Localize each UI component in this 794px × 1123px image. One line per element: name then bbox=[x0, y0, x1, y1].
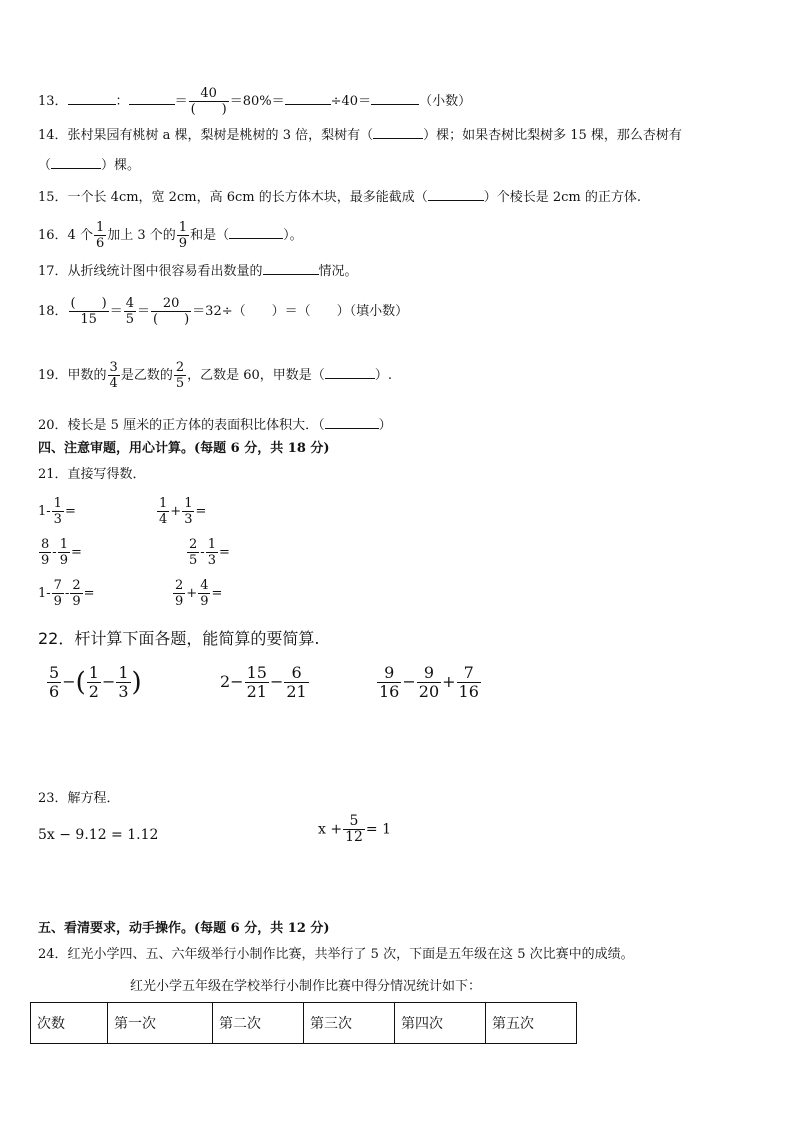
fraction: $\frac{1}{3}$ bbox=[207, 537, 216, 568]
answer-blank[interactable] bbox=[285, 90, 331, 105]
fraction: $\frac{6}{21}$ bbox=[286, 663, 307, 701]
fraction: $\frac{2}{9}$ bbox=[72, 578, 81, 609]
question-20: 20．棱长是 5 厘米的正方体的表面积比体积大．（ ） bbox=[38, 414, 392, 435]
fraction: $\frac{1}{3}$ bbox=[184, 496, 193, 527]
question-23-title: 23．解方程． bbox=[38, 791, 120, 806]
fraction: $\frac{5}{12}$ bbox=[345, 813, 363, 845]
table-cell: 次数 bbox=[31, 1003, 108, 1044]
answer-blank[interactable] bbox=[129, 90, 175, 105]
table-cell: 第四次 bbox=[395, 1003, 486, 1044]
fraction: $\frac{( )}{15}$ bbox=[70, 296, 107, 327]
score-table bbox=[30, 1002, 577, 1044]
expression: $\frac{1}{4}$ + $\frac{1}{3}$ = bbox=[159, 496, 207, 527]
fraction: $\frac{2}{9}$ bbox=[175, 578, 184, 609]
expression: $\frac{5}{6}$ −( $\frac{1}{2}$ − $\frac{1}{3}$ ) bbox=[49, 663, 142, 701]
expression: 2− $\frac{15}{21}$ − $\frac{6}{21}$ bbox=[220, 663, 307, 701]
question-15: 15．一个长 4cm，宽 2cm，高 6cm 的长方体木块，最多能截成（ ）个棱长是 2cm 的正方体. bbox=[38, 186, 641, 207]
fraction: $\frac{1}{3}$ bbox=[53, 496, 62, 527]
question-19: 19．甲数的 $\frac{3}{4}$ 是乙数的 $\frac{2}{5}$ ，乙数是 60，甲数是（ ）. bbox=[38, 360, 392, 391]
fraction: $\frac{8}{9}$ bbox=[41, 537, 50, 568]
answer-blank[interactable] bbox=[428, 186, 484, 201]
fraction: $\frac{9}{16}$ bbox=[379, 663, 400, 701]
expression: 1- $\frac{1}{3}$ = bbox=[38, 496, 76, 527]
expression: $\frac{2}{5}$ - $\frac{1}{3}$ = bbox=[189, 537, 230, 568]
fraction: $\frac{4}{9}$ bbox=[200, 578, 209, 609]
fraction: $\frac{4}{5}$ bbox=[125, 296, 134, 327]
fraction: $\frac{9}{20}$ bbox=[418, 663, 440, 701]
fraction: $\frac{20}{( )}$ bbox=[153, 296, 190, 327]
expression: $\frac{8}{9}$ - $\frac{1}{9}$ = bbox=[41, 537, 82, 568]
question-21-title: 21．直接写得数． bbox=[38, 467, 146, 482]
table-cell: 第二次 bbox=[213, 1003, 304, 1044]
fraction: $\frac{2}{5}$ bbox=[175, 360, 185, 391]
fraction: $\frac{5}{6}$ bbox=[49, 663, 60, 701]
table-caption: 红光小学五年级在学校举行小制作比赛中得分情况统计如下： bbox=[130, 979, 482, 994]
answer-blank[interactable] bbox=[325, 364, 375, 379]
table-cell: 第一次 bbox=[108, 1003, 213, 1044]
section-5-title: 五、看清要求，动手操作。(每题 6 分，共 12 分) bbox=[38, 921, 330, 936]
fraction: $\frac{40}{( )}$ bbox=[190, 86, 227, 117]
answer-blank[interactable] bbox=[51, 154, 101, 169]
fraction: $\frac{2}{5}$ bbox=[189, 537, 198, 568]
answer-blank[interactable] bbox=[263, 260, 319, 275]
section-4-title: 四、注意审题，用心计算。(每题 6 分，共 18 分) bbox=[38, 441, 330, 456]
question-14-line2: （ ）棵。 bbox=[38, 154, 140, 175]
answer-blank[interactable] bbox=[229, 224, 283, 239]
table-row bbox=[31, 1003, 577, 1044]
fraction: $\frac{1}{9}$ bbox=[59, 537, 68, 568]
equation: 5x − 9.12 = 1.12 bbox=[38, 827, 159, 843]
question-13: 13． ： ＝ $\frac{40}{( )}$ ＝80%＝ ÷40＝ （小数） bbox=[38, 86, 472, 117]
expression: $\frac{9}{16}$ − $\frac{9}{20}$ + $\frac{7}{16}$ bbox=[379, 663, 479, 701]
question-24: 24．红光小学四、五、六年级举行小制作比赛，共举行了 5 次，下面是五年级在这 5 次比赛中的成绩。 bbox=[38, 947, 634, 962]
expression: $\frac{2}{9}$ + $\frac{4}{9}$ = bbox=[175, 578, 223, 609]
fraction: $\frac{1}{6}$ bbox=[95, 220, 105, 251]
question-18: 18． $\frac{( )}{15}$ ＝ $\frac{4}{5}$ ＝ $\frac{20}{( )}$ ＝32÷（ ）＝（ ）（填小数） bbox=[38, 296, 409, 327]
fraction: $\frac{1}{2}$ bbox=[88, 663, 99, 701]
question-22-title: 22．杆计算下面各题，能简算的要简算. bbox=[38, 629, 320, 648]
table-cell: 第五次 bbox=[486, 1003, 577, 1044]
expression: 1- $\frac{7}{9}$ - $\frac{2}{9}$ = bbox=[38, 578, 95, 609]
question-17: 17．从折线统计图中很容易看出数量的 情况。 bbox=[38, 260, 358, 281]
answer-blank[interactable] bbox=[371, 90, 419, 105]
fraction: $\frac{3}{4}$ bbox=[109, 360, 118, 391]
answer-blank[interactable] bbox=[68, 90, 116, 105]
fraction: $\frac{7}{9}$ bbox=[53, 578, 62, 609]
question-14: 14．张村果园有桃树 a 棵，梨树是桃树的 3 倍，梨树有（ ）棵；如果杏树比梨树多 15 棵，那么杏树有 bbox=[38, 124, 682, 145]
answer-blank[interactable] bbox=[373, 124, 423, 139]
fraction: $\frac{1}{9}$ bbox=[178, 220, 188, 251]
fraction: $\frac{1}{3}$ bbox=[118, 663, 129, 701]
fraction: $\frac{15}{21}$ bbox=[246, 663, 267, 701]
fraction: $\frac{1}{4}$ bbox=[159, 496, 168, 527]
equation: x + $\frac{5}{12}$ = 1 bbox=[318, 813, 391, 845]
question-16: 16．4 个 $\frac{1}{6}$ 加上 3 个的 $\frac{1}{9}$ 和是（ ）。 bbox=[38, 220, 303, 251]
answer-blank[interactable] bbox=[325, 414, 379, 429]
fraction: $\frac{7}{16}$ bbox=[458, 663, 479, 701]
table-cell: 第三次 bbox=[304, 1003, 395, 1044]
